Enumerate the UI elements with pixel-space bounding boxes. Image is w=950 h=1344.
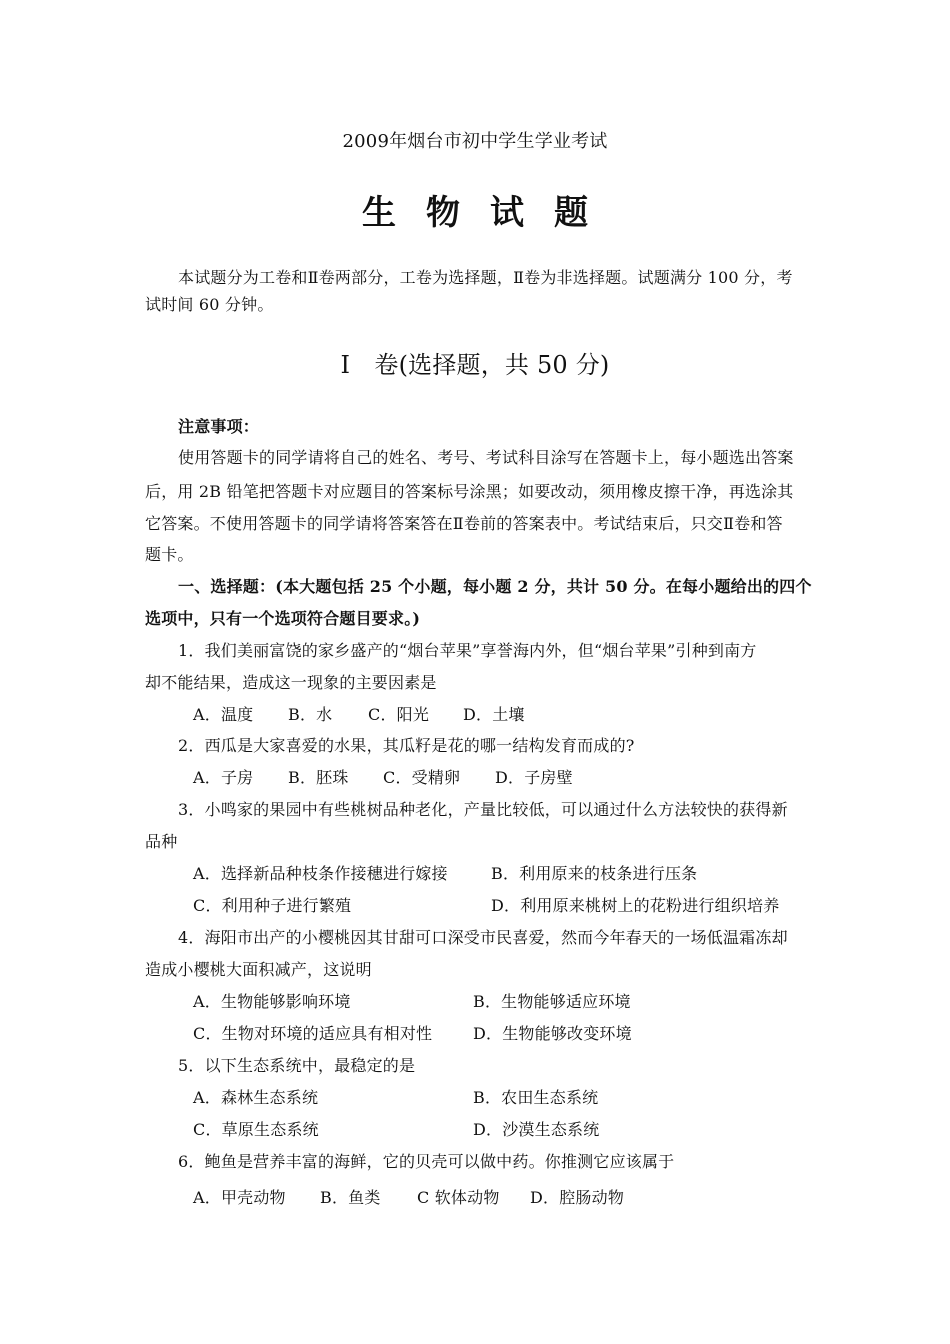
question-6-option-b: B．鱼类 xyxy=(320,1188,381,1207)
question-2-option-a: A．子房 xyxy=(193,768,254,787)
question-6-option-c: C 软体动物 xyxy=(417,1188,500,1207)
notice-line-1: 使用答题卡的同学请将自己的姓名、考号、考试科目涂写在答题卡上，每小题选出答案 xyxy=(178,448,794,467)
exam-name: 2009年烟台市初中学生学业考试 xyxy=(342,131,608,152)
question-4-stem-1: 4．海阳市出产的小樱桃因其甘甜可口深受市民喜爱，然而今年春天的一场低温霜冻却 xyxy=(178,928,788,947)
question-3-stem-2: 品种 xyxy=(145,832,178,851)
question-3-stem-1: 3．小鸣家的果园中有些桃树品种老化，产量比较低，可以通过什么方法较快的获得新 xyxy=(178,800,788,819)
question-6-option-d: D．腔肠动物 xyxy=(530,1188,625,1207)
question-2-option-d: D．子房壁 xyxy=(495,768,573,787)
question-5-option-c: C．草原生态系统 xyxy=(193,1120,319,1139)
question-4-option-c: C．生物对环境的适应具有相对性 xyxy=(193,1024,433,1043)
question-1-option-a: A．温度 xyxy=(193,705,254,724)
question-2-option-b: B．胚珠 xyxy=(288,768,349,787)
question-1-option-b: B．水 xyxy=(288,705,333,724)
question-4-option-a: A．生物能够影响环境 xyxy=(193,992,351,1011)
question-2-option-c: C．受精卵 xyxy=(383,768,461,787)
question-1-option-c: C．阳光 xyxy=(368,705,430,724)
question-5-option-b: B．农田生态系统 xyxy=(473,1088,599,1107)
notice-line-4: 题卡。 xyxy=(145,545,194,564)
question-3-option-a: A．选择新品种枝条作接穗进行嫁接 xyxy=(193,864,448,883)
question-3-option-c: C．利用种子进行繁殖 xyxy=(193,896,352,915)
subject-title: 生物试题 xyxy=(362,193,618,233)
section-title: Ⅰ 卷(选择题，共 50 分) xyxy=(340,351,610,379)
question-5-option-d: D．沙漠生态系统 xyxy=(473,1120,600,1139)
notice-line-2: 后，用 2B 铅笔把答题卡对应题目的答案标号涂黑；如要改动，须用橡皮擦干净，再选涂其 xyxy=(145,482,794,501)
part1-line-2: 选项中，只有一个选项符合题目要求。) xyxy=(145,609,421,628)
question-4-option-b: B．生物能够适应环境 xyxy=(473,992,631,1011)
intro-line-1: 本试题分为工卷和Ⅱ卷两部分，工卷为选择题，Ⅱ卷为非选择题。试题满分 100 分，考 xyxy=(178,268,793,287)
notice-line-3: 它答案。不使用答题卡的同学请将答案答在Ⅱ卷前的答案表中。考试结束后，只交Ⅱ卷和答 xyxy=(145,514,783,533)
question-1-stem-2: 却不能结果，造成这一现象的主要因素是 xyxy=(145,673,437,692)
intro-line-2: 试时间 60 分钟。 xyxy=(145,295,274,314)
question-5-stem-1: 5．以下生态系统中，最稳定的是 xyxy=(178,1056,416,1075)
question-4-stem-2: 造成小樱桃大面积减产，这说明 xyxy=(145,960,372,979)
question-4-option-d: D．生物能够改变环境 xyxy=(473,1024,632,1043)
question-6-stem-1: 6．鲍鱼是营养丰富的海鲜，它的贝壳可以做中药。你推测它应该属于 xyxy=(178,1152,675,1171)
part1-line-1: 一、选择题：(本大题包括 25 个小题，每小题 2 分，共计 50 分。在每小题给出的四个 xyxy=(178,577,812,596)
question-6-option-a: A．甲壳动物 xyxy=(193,1188,286,1207)
question-1-stem-1: 1．我们美丽富饶的家乡盛产的“烟台苹果”享誉海内外，但“烟台苹果”引种到南方 xyxy=(178,641,757,660)
question-5-option-a: A．森林生态系统 xyxy=(193,1088,319,1107)
question-3-option-b: B．利用原来的枝条进行压条 xyxy=(491,864,698,883)
question-1-option-d: D．土壤 xyxy=(463,705,525,724)
question-2-stem-1: 2．西瓜是大家喜爱的水果，其瓜籽是花的哪一结构发育而成的? xyxy=(178,736,635,755)
question-3-option-d: D．利用原来桃树上的花粉进行组织培养 xyxy=(491,896,780,915)
notice-heading: 注意事项： xyxy=(178,417,260,436)
